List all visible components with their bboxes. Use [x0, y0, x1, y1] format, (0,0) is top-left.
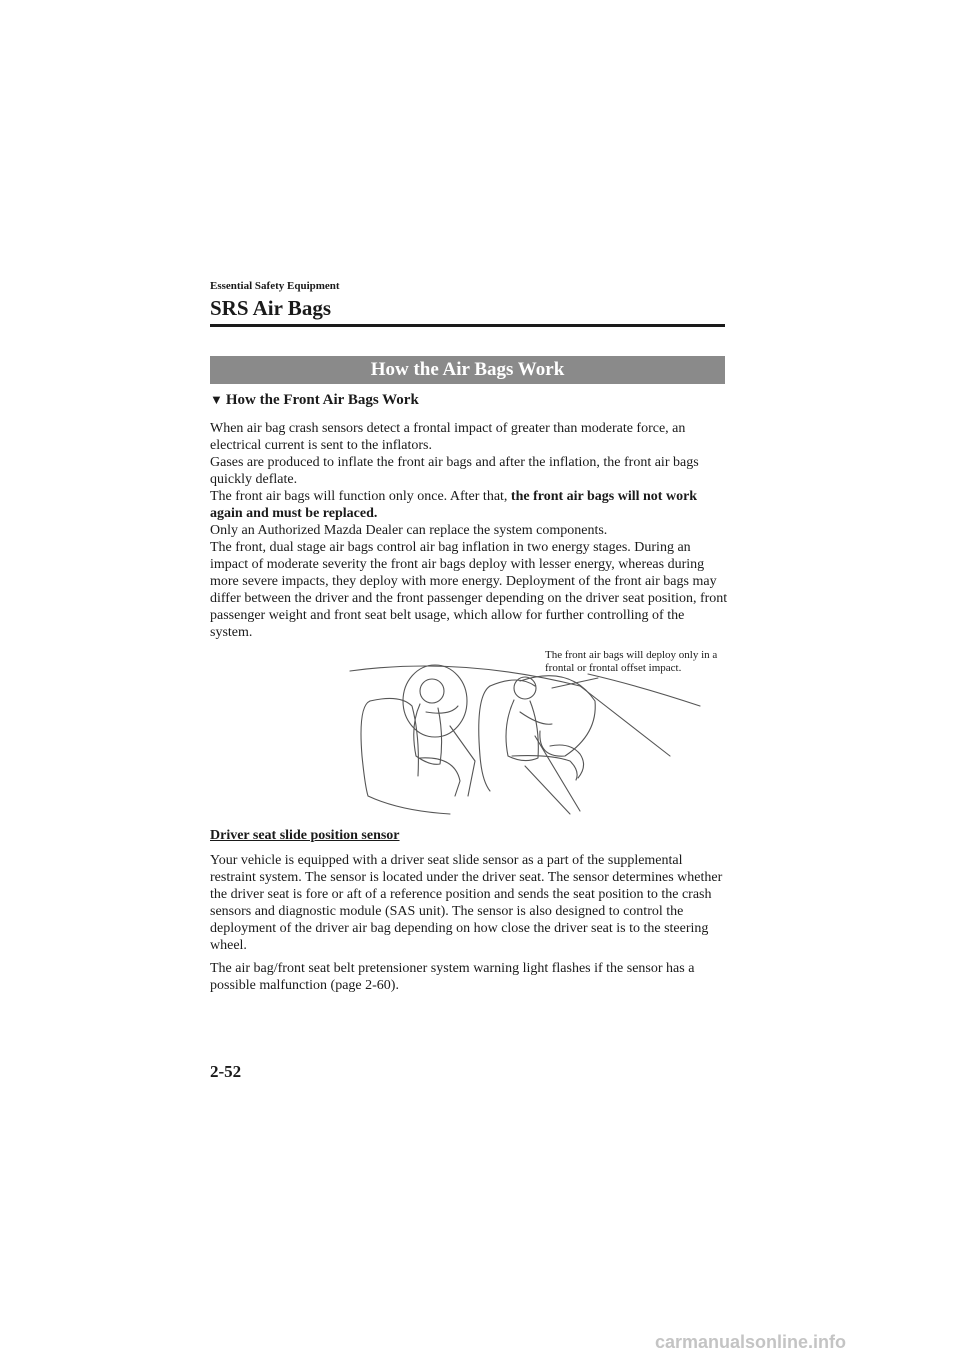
triangle-marker-icon: ▼ — [210, 392, 223, 407]
passenger-body — [506, 700, 538, 761]
caption-leader-line — [552, 678, 598, 688]
passenger-feet — [550, 745, 584, 778]
passenger-seat-back — [490, 680, 535, 686]
figure-caption: The front air bags will deploy only in a frontal or frontal offset impact. — [545, 649, 718, 674]
driver-seat-back — [370, 698, 418, 776]
chapter-title: Essential Safety Equipment — [210, 280, 340, 292]
door-line — [535, 736, 580, 811]
dual-stage-text — [210, 539, 730, 641]
sensor-text — [210, 852, 730, 954]
section-title: SRS Air Bags — [210, 296, 331, 320]
steering-column — [450, 726, 475, 796]
driver-head — [420, 679, 444, 703]
passenger-seat — [479, 686, 490, 791]
sensor-paragraph-2: The air bag/front seat belt pretensioner system warning light flashes if the sensor has a possible malfunction (page 2-60). — [210, 961, 695, 993]
dual-stage-paragraph: The front, dual stage air bags control air bag inflation in two energy stages. During an impact of moderate severity the front air bags deploy with lesser energy, whereas during more severe impacts, they deploy with more energy. Deployment of the front air bags may differ between the driver and the front passenger depending on the driver seat position, front passenger weight and front seat belt usage, which allow for further controlling of the system. — [210, 540, 728, 640]
intro-paragraph-2: Gases are produced to inflate the front air bags and after the inflation, the front air bags quickly deflate. — [210, 455, 699, 487]
intro-paragraph-4: Only an Authorized Mazda Dealer can replace the system components. — [210, 523, 608, 538]
topic-banner: How the Air Bags Work — [210, 356, 725, 384]
subheading-text: How the Front Air Bags Work — [225, 392, 419, 408]
driver-airbag — [403, 665, 467, 737]
passenger-legs — [512, 756, 577, 780]
intro-paragraph-3-text: The front air bags will function only once. After that, — [210, 489, 511, 504]
floor-line — [525, 766, 570, 814]
driver-seat — [361, 701, 450, 814]
sensor-paragraph-1: Your vehicle is equipped with a driver seat slide sensor as a part of the supplemental restraint system. The sensor is located under the driver seat. The sensor determines whether the driver seat is fore or aft of a reference position and sends the seat position to the crash sensors and diagnostic module (SAS unit). The sensor is also designed to control the deployment of the driver air bag depending on how close the driver seat is to the steering wheel. — [210, 853, 723, 953]
header-rule — [210, 324, 725, 327]
intro-paragraph-1: When air bag crash sensors detect a frontal impact of greater than moderate force, an electrical current is sent to the inflators. — [210, 421, 686, 453]
sensor-text-2 — [210, 960, 730, 994]
intro-text — [210, 420, 730, 539]
passenger-airbag — [520, 676, 595, 756]
intro-paragraph-3-bold: the front air bags will not work again and must be replaced. — [210, 489, 698, 521]
intro-paragraph-3 — [210, 488, 730, 522]
sensor-heading: Driver seat slide position sensor — [210, 828, 400, 843]
page-number: 2-52 — [210, 1062, 242, 1081]
subheading — [210, 392, 419, 409]
a-pillar-line — [588, 674, 700, 706]
watermark: carmanualsonline.info — [655, 1332, 847, 1352]
passenger-head — [514, 677, 536, 699]
driver-arm — [426, 706, 458, 713]
